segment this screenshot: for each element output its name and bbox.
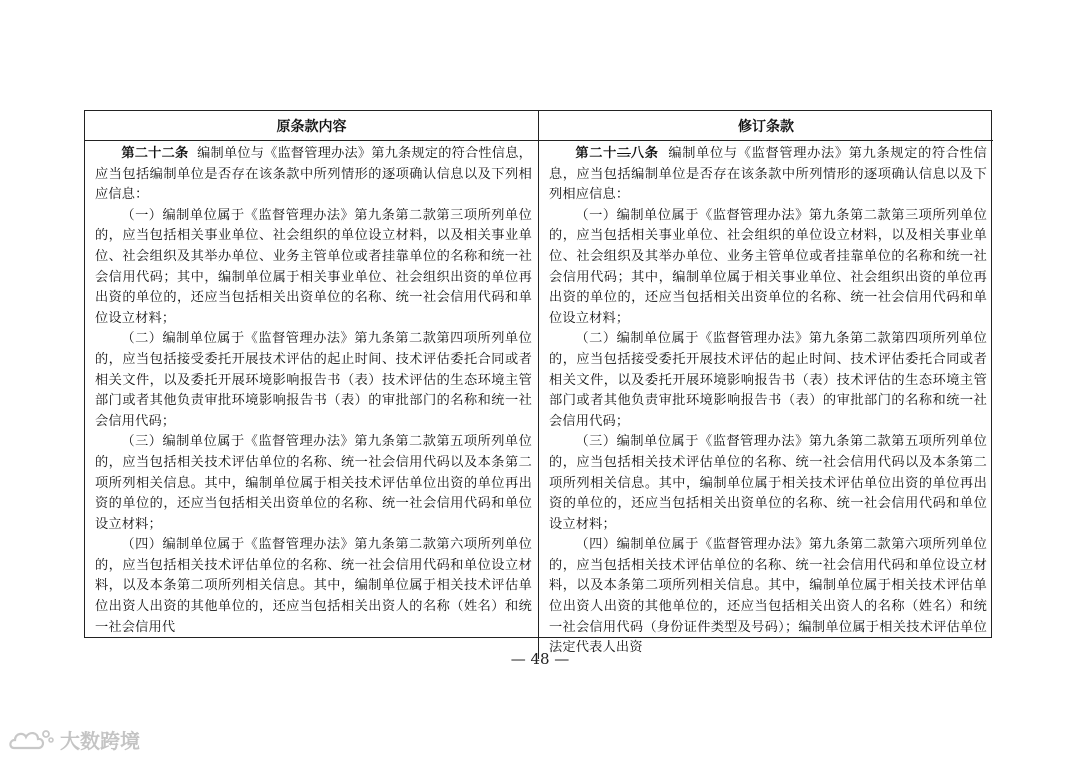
watermark: [8, 725, 140, 754]
original-article-intro-text: 编制单位与《监督管理办法》第九条规定的符合性信息，应当包括编制单位是否存在该条款中所列情形的逐项确认信息以及下列相应信息：: [95, 146, 532, 203]
revised-article-number-prefix: 第二十: [575, 146, 618, 161]
revised-article-number-deleted: 二: [617, 146, 631, 161]
original-item-3: （三）编制单位属于《监督管理办法》第九条第二款第五项所列单位的，应当包括相关技术评估单位的名称、统一社会信用代码以及本条第二项所列相关信息。其中，编制单位属于相关技术评估单位出资的单位再出资的单位的，还应当包括相关出资单位的名称、统一社会信用代码和单位设立材料；: [95, 434, 532, 532]
original-article-number: 第二十二条: [121, 146, 189, 161]
watermark-text: 大数跨境: [60, 729, 140, 753]
original-item-4: （四）编制单位属于《监督管理办法》第九条第二款第六项所列单位的，应当包括相关技术评估单位的名称、统一社会信用代码和单位设立材料，以及本条第二项所列相关信息。其中，编制单位属于相关技术评估单位出资人出资的其他单位的，还应当包括相关出资人的名称（姓名）和统一社会信用代: [95, 537, 532, 635]
original-item-2: （二）编制单位属于《监督管理办法》第九条第二款第四项所列单位的，应当包括接受委托开展技术评估的起止时间、技术评估委托合同或者相关文件，以及委托开展环境影响报告书（表）技术评估的生态环境主管部门或者其他负责审批环境影响报告书（表）的审批部门的名称和统一社会信用代码；: [95, 331, 532, 429]
revised-item-2: （二）编制单位属于《监督管理办法》第九条第二款第四项所列单位的，应当包括接受委托开展技术评估的起止时间、技术评估委托合同或者相关文件，以及委托开展环境影响报告书（表）技术评估的生态环境主管部门或者其他负责审批环境影响报告书（表）的审批部门的名称和统一社会信用代码；: [549, 331, 987, 429]
cloud-logo-icon: [8, 726, 54, 754]
revised-clause-column: [539, 141, 993, 659]
revised-article-intro: [549, 144, 987, 206]
revised-item-1: （一）编制单位属于《监督管理办法》第九条第二款第三项所列单位的，应当包括相关事业单位、社会组织的单位设立材料，以及相关事业单位、社会组织及其举办单位、业务主管单位或者挂靠单位的名称和统一社会信用代码；其中，编制单位属于相关事业单位、社会组织出资的单位再出资的单位的，还应当包括相关出资单位的名称、统一社会信用代码和单位设立材料；: [549, 207, 987, 326]
original-clause-column: [85, 141, 539, 659]
revised-article-number: [575, 146, 658, 161]
revised-article-number-suffix: 八条: [630, 146, 659, 161]
revised-item-3: （三）编制单位属于《监督管理办法》第九条第二款第五项所列单位的，应当包括相关技术评估单位的名称、统一社会信用代码以及本条第二项所列相关信息。其中，编制单位属于相关技术评估单位出资的单位再出资的单位的，还应当包括相关出资单位的名称、统一社会信用代码和单位设立材料；: [549, 434, 987, 532]
original-item-1: （一）编制单位属于《监督管理办法》第九条第二款第三项所列单位的，应当包括相关事业单位、社会组织的单位设立材料，以及相关事业单位、社会组织及其举办单位、业务主管单位或者挂靠单位的名称和统一社会信用代码；其中，编制单位属于相关事业单位、社会组织出资的单位再出资的单位的，还应当包括相关出资单位的名称、统一社会信用代码和单位设立材料；: [95, 207, 532, 326]
comparison-table: [84, 110, 992, 656]
header-revised: 修订条款: [539, 111, 993, 141]
page-number: — 48 —: [510, 650, 570, 668]
revised-item-4: （四）编制单位属于《监督管理办法》第九条第二款第六项所列单位的，应当包括相关技术评估单位的名称、统一社会信用代码和单位设立材料，以及本条第二项所列相关信息。其中，编制单位属于相关技术评估单位出资人出资的其他单位的，还应当包括相关出资人的名称（姓名）和统一社会信用代码（身份证件类型及号码）；编制单位属于相关技术评估单位法定代表人出资: [549, 537, 987, 656]
revised-article-intro-text: 编制单位与《监督管理办法》第九条规定的符合性信息，应当包括编制单位是否存在该条款中所列情形的逐项确认信息以及下列相应信息：: [549, 146, 987, 203]
original-article-intro: [95, 144, 532, 206]
header-original: 原条款内容: [85, 111, 539, 141]
